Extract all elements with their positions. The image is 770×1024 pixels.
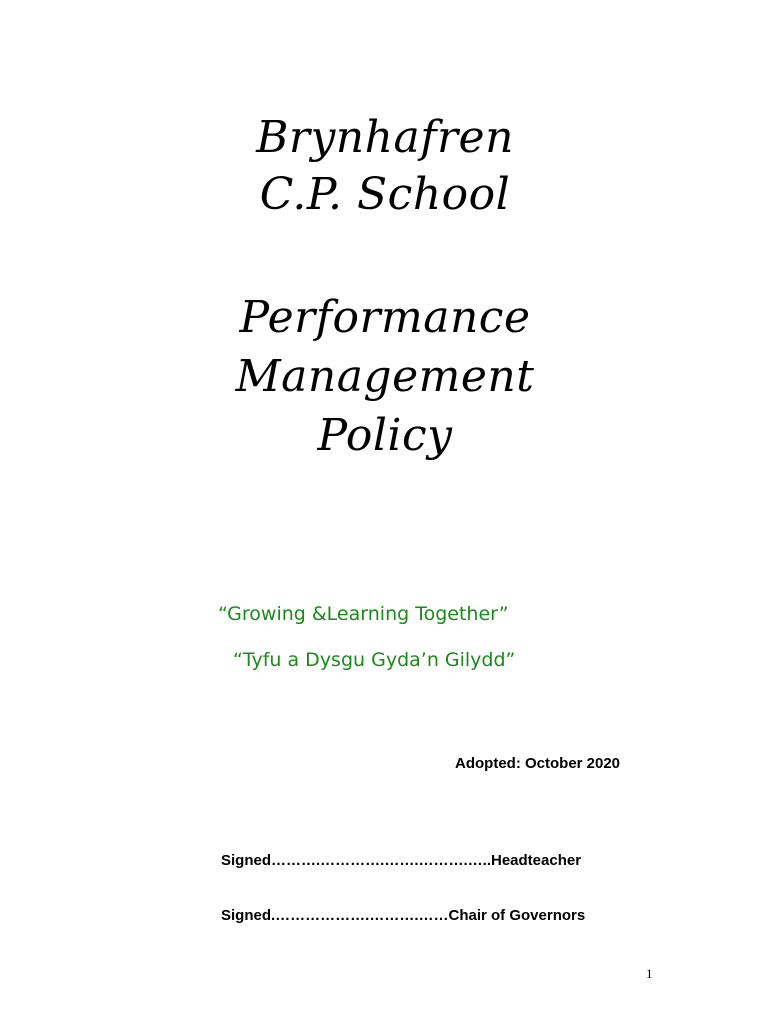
policy-title-line3: Policy [317,410,453,461]
policy-title-line1: Performance [239,292,531,343]
motto-welsh: “Tyfu a Dysgu Gyda’n Gilydd” [233,649,516,671]
page-number: 1 [646,966,653,981]
signature-line-headteacher: Signed……….………….…….……….…..Headteacher [221,852,582,869]
adopted-date: Adopted: October 2020 [455,755,621,772]
policy-title-line2: Management [235,351,535,402]
school-name-line2: C.P. School [259,169,511,220]
signature-line-governors: Signed.……………….……….……Chair of Governors [221,907,586,924]
school-name-line1: Brynhafren [256,112,514,163]
motto-english: “Growing &Learning Together” [218,603,509,625]
